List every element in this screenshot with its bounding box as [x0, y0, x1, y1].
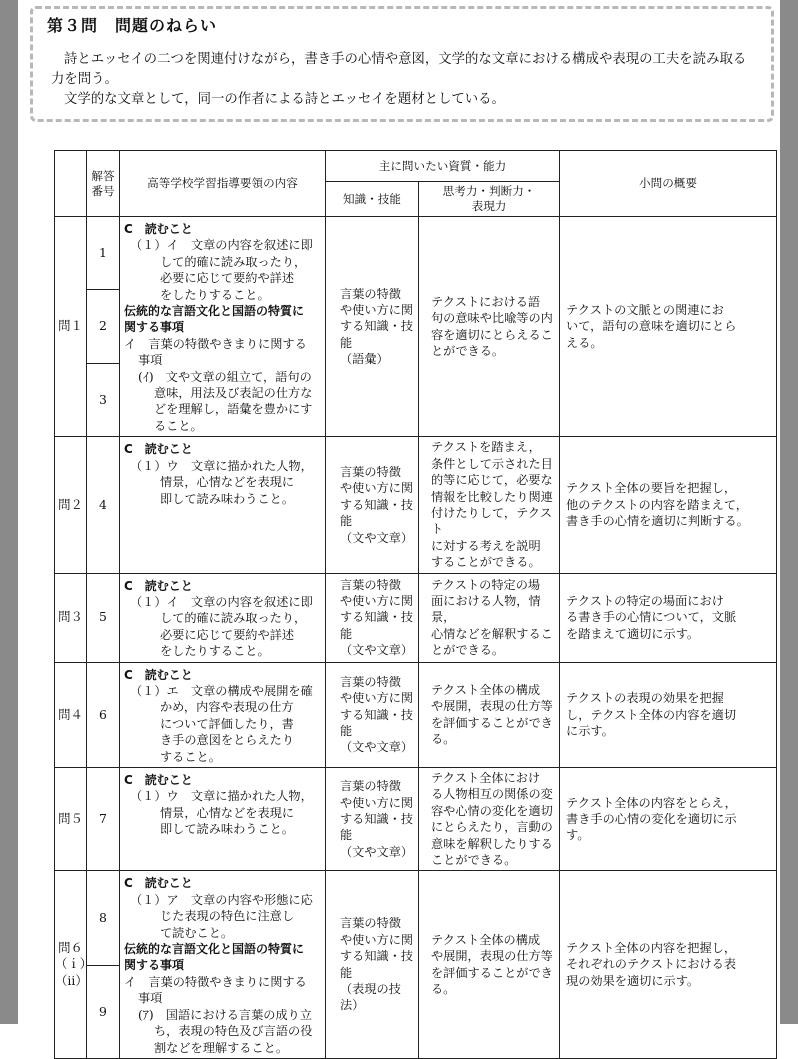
summary-line: 書き手の心情の変化を適切に示 — [566, 812, 737, 827]
header-answer-number-line-2: 番号 — [91, 183, 115, 198]
thinking-line: ことができる。 — [431, 853, 517, 868]
right-margin-bar — [780, 0, 798, 1024]
guideline-line: イ 言葉の特徴やきまりに関する — [124, 336, 307, 351]
answer-number: 8 — [87, 871, 120, 965]
knowledge-skill — [326, 217, 419, 437]
summary-line: テクスト全体の要旨を把握し， — [566, 481, 737, 496]
document-page — [18, 0, 780, 1055]
header-summary: 小問の概要 — [560, 151, 777, 217]
guideline-line: イ 言葉の特徴やきまりに関する — [124, 974, 307, 989]
summary-line: テクストの表現の効果を把握 — [566, 691, 724, 706]
knowledge-skill — [326, 573, 419, 662]
guideline-line: について評価したり，書 — [160, 716, 294, 731]
guideline-content — [120, 768, 326, 871]
guideline-line: （１）エ 文章の構成や展開を確 — [130, 683, 313, 698]
thinking-line: 容や心情の変化を適切 — [431, 803, 553, 818]
guideline-line: 事項 — [138, 353, 163, 368]
summary-line: える。 — [566, 335, 603, 350]
knowledge-line: 言葉の特徴 — [340, 464, 401, 479]
guideline-line: して的確に読み取ったり， — [160, 611, 307, 626]
knowledge-line: する知識・技 — [340, 949, 414, 964]
table-row — [55, 437, 777, 573]
question-label — [55, 573, 87, 662]
answer-number: 2 — [87, 290, 120, 364]
question-summary — [560, 871, 777, 1058]
thinking-line: る人物相互の関係の変 — [431, 787, 553, 802]
thinking-line: テクスト全体の構成 — [431, 682, 541, 697]
question-summary — [560, 662, 777, 767]
guideline-line: (ｱ) 国語における言葉の成り立 — [138, 1007, 313, 1022]
guideline-line: C 読むこと — [124, 773, 193, 787]
guideline-line: て読むこと。 — [160, 925, 234, 940]
knowledge-line: や使い方に関 — [340, 932, 414, 947]
guideline-line: （１）ア 文章の内容や形態に応 — [130, 892, 313, 907]
thinking-line: テクスト全体の構成 — [431, 932, 541, 947]
header-answer-number — [87, 151, 120, 217]
aim-paragraph-1: 詩とエッセイの二つを関連付けながら，書き手の心情や意図，文学的な文章における構成や表現の工夫を読み取る力を問う。 — [51, 52, 747, 87]
answer-number: 5 — [87, 573, 120, 662]
question-summary — [560, 217, 777, 437]
question-label-text: （ｉ） — [55, 956, 93, 972]
aim-title: 第３問 問題のねらい — [47, 16, 218, 35]
guideline-line: （１）イ 文章の内容を叙述に即 — [130, 594, 313, 609]
knowledge-line: する知識・技 — [340, 812, 414, 827]
guideline-line: C 読むこと — [124, 442, 193, 457]
guideline-line: C 読むこと — [124, 578, 193, 593]
guideline-line: 関する事項 — [124, 320, 185, 335]
question-summary — [560, 437, 777, 573]
knowledge-skill — [326, 768, 419, 871]
thinking-line: テクストを踏まえ， — [431, 440, 541, 455]
knowledge-line: や使い方に関 — [340, 691, 414, 706]
question-summary — [560, 768, 777, 871]
aim-box — [30, 6, 774, 122]
summary-line: テクストの文脈との関連にお — [566, 303, 724, 318]
guideline-content — [120, 662, 326, 767]
question-label-text: 問２ — [58, 496, 83, 512]
guideline-line: 必要に応じて要約や詳述 — [160, 271, 295, 286]
question-label-text: 問３ — [58, 609, 83, 625]
thinking-line: に対する考えを説明 — [431, 538, 541, 553]
knowledge-line: 言葉の特徴 — [340, 779, 401, 794]
thinking-line: や展開，表現の仕方等 — [431, 699, 553, 714]
knowledge-line: 能 — [340, 626, 353, 641]
thinking-line: とができる。 — [431, 643, 505, 658]
answer-number: 1 — [87, 217, 120, 290]
knowledge-skill — [326, 662, 419, 767]
guideline-line: 伝統的な言語文化と国語の特質に — [124, 304, 305, 319]
guideline-line: をしたりすること。 — [160, 287, 270, 302]
knowledge-line: （文や文章） — [340, 844, 414, 859]
answer-number: 6 — [87, 662, 120, 767]
thinking-line: にとらえたり，言動の — [431, 820, 553, 835]
thinking-line: を評価することができ — [431, 715, 553, 730]
knowledge-line: する知識・技 — [340, 497, 414, 512]
knowledge-line: 言葉の特徴 — [340, 577, 401, 592]
thinking-line: 句の意味や比喩等の内 — [431, 311, 553, 326]
guideline-line: ること。 — [154, 418, 203, 433]
knowledge-skill — [326, 871, 419, 1058]
header-question — [55, 151, 87, 217]
knowledge-line: する知識・技 — [340, 319, 414, 334]
knowledge-line: や使い方に関 — [340, 303, 414, 318]
thinking-ability — [419, 573, 560, 662]
guideline-line: 即して読み味わうこと。 — [160, 491, 295, 506]
knowledge-skill — [326, 437, 419, 573]
summary-line: 書き手の心情を適切に判断する。 — [566, 514, 749, 529]
question-label — [55, 217, 87, 437]
summary-line: テクスト全体の内容をとらえ， — [566, 795, 737, 810]
knowledge-line: （文や文章） — [340, 530, 414, 545]
table-row — [55, 217, 777, 290]
answer-number: 7 — [87, 768, 120, 871]
thinking-line: る。 — [431, 732, 456, 747]
summary-line: す。 — [566, 828, 590, 843]
knowledge-line: や使い方に関 — [340, 795, 414, 810]
answer-number: 9 — [87, 965, 120, 1058]
thinking-line: る。 — [431, 982, 456, 997]
guideline-line: 意味，用法及び表記の仕方な — [154, 386, 313, 401]
answer-number: 4 — [87, 437, 120, 573]
knowledge-line: 能 — [340, 514, 353, 529]
knowledge-line: する知識・技 — [340, 610, 414, 625]
thinking-line: 情報を比較したり関連 — [431, 489, 553, 504]
summary-line: る書き手の心情について，文脈 — [566, 610, 737, 625]
summary-line: 現の効果を適切に示す。 — [566, 973, 700, 988]
knowledge-line: 言葉の特徴 — [340, 674, 401, 689]
thinking-line: 容を適切にとらえるこ — [431, 327, 553, 342]
guideline-line: ち，表現の特色及び言語の役 — [154, 1024, 313, 1039]
header-abilities: 主に問いたい資質・能力 — [326, 151, 560, 182]
guideline-content — [120, 217, 326, 437]
guideline-line: 情景，心情などを表現に — [160, 805, 295, 820]
knowledge-line: する知識・技 — [340, 707, 414, 722]
question-label — [55, 871, 93, 1058]
summary-line: テクスト全体の内容を把握し， — [566, 941, 737, 956]
question-summary — [560, 573, 777, 662]
thinking-line: テクストにおける語 — [431, 294, 541, 309]
summary-line: それぞれのテクストにおける表 — [566, 957, 737, 972]
guideline-line: 即して読み味わうこと。 — [160, 822, 295, 837]
guideline-line: き手の意図をとらえたり — [160, 733, 295, 748]
knowledge-line: や使い方に関 — [340, 481, 414, 496]
summary-line: に示す。 — [566, 723, 614, 738]
thinking-line: 意味を解釈したりする — [431, 836, 553, 851]
thinking-line: 付けたりして，テクスト — [431, 505, 553, 537]
thinking-line: することができる。 — [431, 555, 541, 570]
thinking-ability — [419, 768, 560, 871]
header-thinking-line-1: 思考力・判断力・ — [442, 184, 536, 198]
knowledge-line: （表現の技 — [340, 982, 401, 997]
left-margin-bar — [0, 0, 18, 1024]
guideline-line: 必要に応じて要約や詳述 — [160, 627, 295, 642]
knowledge-line: （文や文章） — [340, 643, 414, 658]
question-table — [54, 150, 777, 1059]
guideline-line: じた表現の特色に注意し — [160, 909, 295, 924]
guideline-line: C 読むこと — [124, 667, 193, 682]
question-label-text: 問４ — [58, 706, 83, 722]
header-answer-number-line-1: 解答 — [91, 168, 115, 183]
knowledge-line: や使い方に関 — [340, 593, 414, 608]
guideline-line: C 読むこと — [124, 222, 193, 236]
question-label — [55, 437, 87, 573]
knowledge-line: （語彙） — [340, 352, 389, 367]
knowledge-line: 言葉の特徴 — [340, 916, 401, 931]
table-row — [55, 573, 777, 662]
guideline-line: （１）ウ 文章に描かれた人物， — [130, 458, 313, 473]
guideline-line: どを理解し，語彙を豊かにす — [154, 402, 313, 417]
table-row — [55, 871, 777, 965]
guideline-line: （１）イ 文章の内容を叙述に即 — [130, 238, 313, 253]
thinking-line: 心情などを解釈するこ — [431, 626, 553, 641]
thinking-ability — [419, 871, 560, 1058]
guideline-line: をしたりすること。 — [160, 644, 270, 659]
guideline-line: 割などを理解すること。 — [154, 1040, 289, 1055]
knowledge-line: 能 — [340, 335, 353, 350]
header-knowledge: 知識・技能 — [326, 182, 419, 217]
knowledge-line: 能 — [340, 828, 353, 843]
question-label-text: 問５ — [58, 811, 83, 827]
knowledge-line: 法） — [340, 998, 365, 1013]
table-row — [55, 768, 777, 871]
guideline-line: して的確に読み取ったり， — [160, 254, 307, 269]
header-thinking — [419, 182, 560, 217]
thinking-line: 面における人物，情景， — [431, 593, 541, 625]
knowledge-line: （文や文章） — [340, 740, 414, 755]
guideline-line: 関する事項 — [124, 958, 185, 973]
guideline-line: 伝統的な言語文化と国語の特質に — [124, 942, 305, 957]
guideline-line: すること。 — [160, 749, 221, 764]
answer-number: 3 — [87, 364, 120, 437]
guideline-line: かめ，内容や表現の仕方 — [160, 700, 294, 715]
header-guideline: 高等学校学習指導要領の内容 — [120, 151, 326, 217]
summary-line: し，テクスト全体の内容を適切 — [566, 707, 737, 722]
thinking-ability — [419, 437, 560, 573]
summary-line: 他のテクストの内容を踏まえて， — [566, 497, 748, 512]
knowledge-line: 能 — [340, 965, 353, 980]
table-body — [55, 217, 777, 1059]
guideline-line: （１）ウ 文章に描かれた人物， — [130, 789, 313, 804]
guideline-line: 情景，心情などを表現に — [160, 475, 295, 490]
thinking-line: テクスト全体におけ — [431, 771, 541, 785]
summary-line: いて，語句の意味を適切にとら — [566, 319, 737, 334]
question-label — [55, 662, 87, 767]
guideline-content — [120, 573, 326, 662]
guideline-line: (ｲ) 文や文章の組立て，語句の — [138, 369, 312, 384]
table-row — [55, 662, 777, 767]
thinking-line: 的等に応じて，必要な — [431, 473, 553, 488]
thinking-line: 条件として示された目 — [431, 456, 553, 471]
guideline-content — [120, 871, 326, 1058]
question-label-text: 問１ — [58, 318, 83, 334]
thinking-line: を評価することができ — [431, 965, 553, 980]
aim-paragraph-2: 文学的な文章として，同一の作者による詩とエッセイを題材としている。 — [64, 92, 505, 107]
question-label — [55, 768, 87, 871]
summary-line: テクストの特定の場面におけ — [566, 593, 724, 608]
knowledge-line: 能 — [340, 723, 353, 738]
summary-line: を踏まえて適切に示す。 — [566, 626, 700, 641]
knowledge-line: 言葉の特徴 — [340, 286, 401, 301]
thinking-ability — [419, 662, 560, 767]
thinking-line: や展開，表現の仕方等 — [431, 949, 553, 964]
question-label-text: 問６ — [58, 940, 83, 956]
thinking-ability — [419, 217, 560, 437]
guideline-line: 事項 — [138, 991, 163, 1006]
question-label-text: （ⅱ） — [55, 972, 88, 988]
thinking-line: テクストの特定の場 — [431, 577, 541, 592]
header-thinking-line-2: 表現力 — [471, 199, 507, 213]
thinking-line: とができる。 — [431, 344, 505, 359]
guideline-content — [120, 437, 326, 573]
guideline-line: C 読むこと — [124, 876, 193, 891]
